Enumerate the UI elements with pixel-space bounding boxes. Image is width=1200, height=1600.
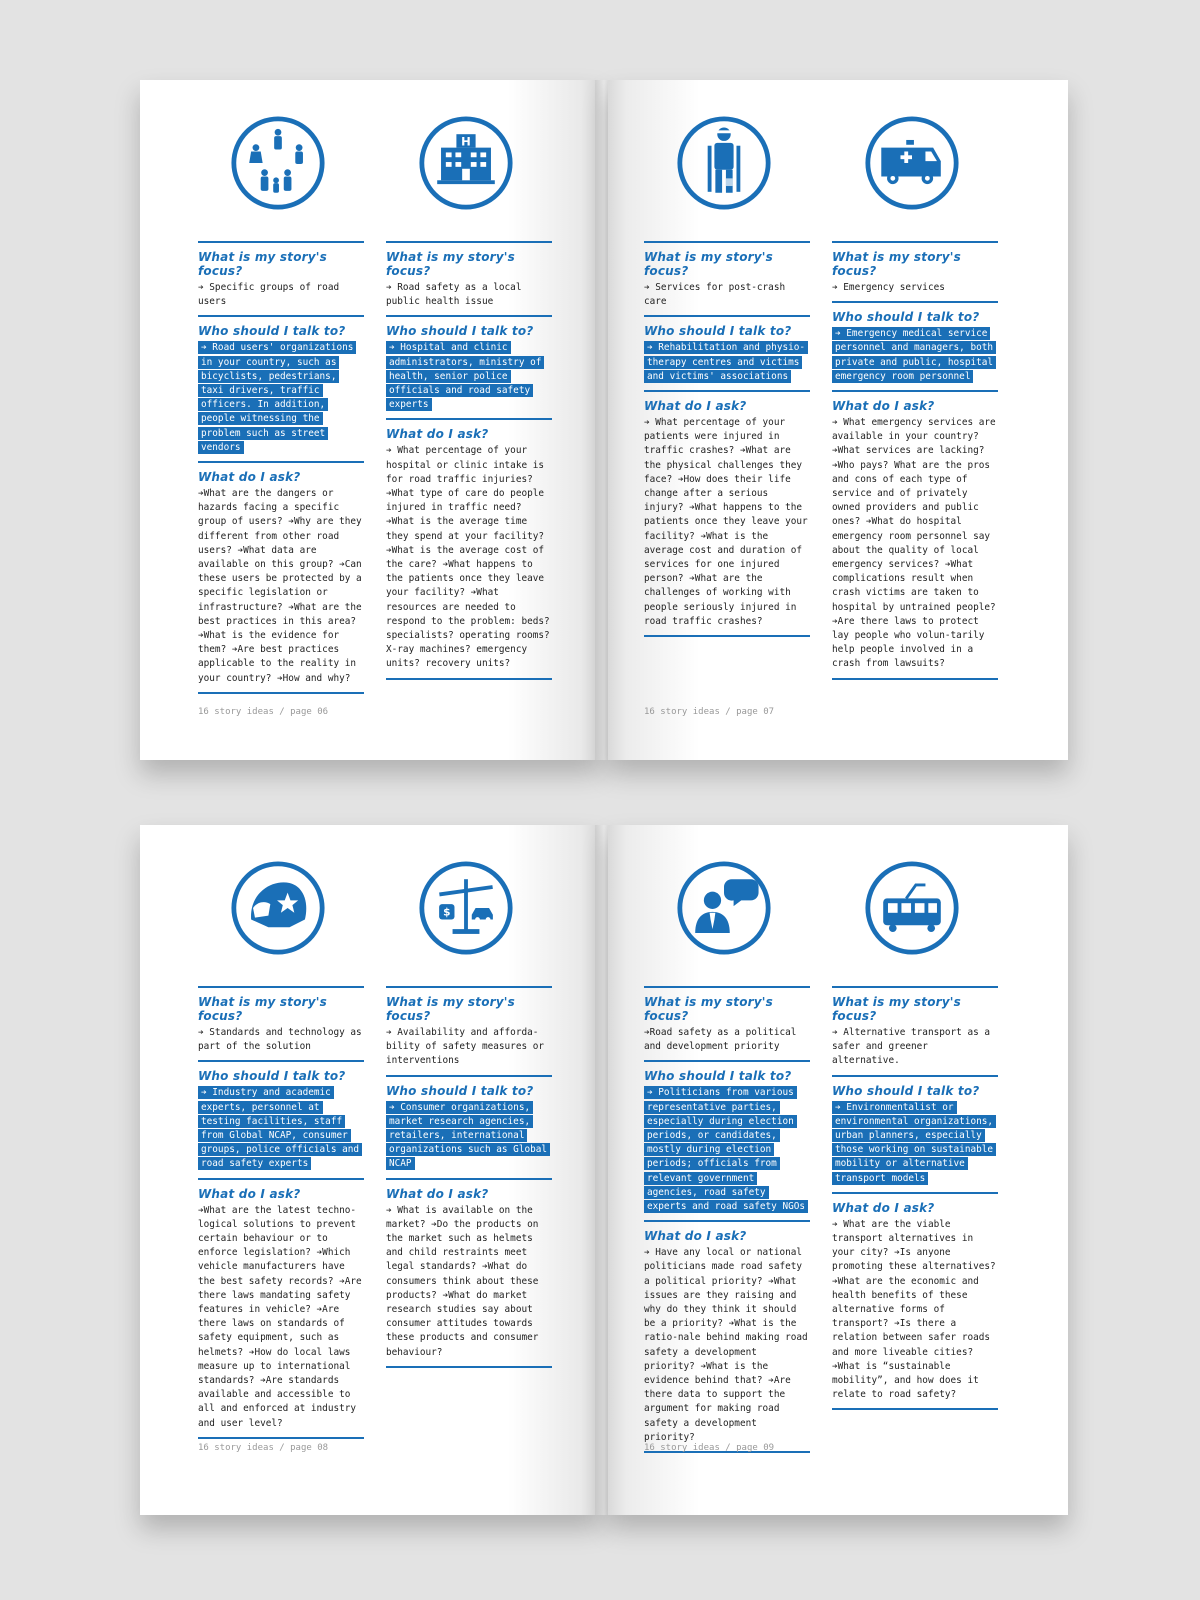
ask-text: ➔ Have any local or national politicians made road safety a political priority? ➔What issues are they raising and why do they think it should be a priority? ➔What is the ratio-nale behind making road safety a development priority? ➔What is the evidence behind that? ➔Are there data to support the argument for making road safety a development priority? <box>644 1247 808 1443</box>
focus-heading: What is my story's focus? <box>644 995 774 1023</box>
ask-heading: What do I ask? <box>198 470 301 485</box>
focus-text: ➔ Standards and technology as part of the solution <box>198 1027 362 1053</box>
ask-text: ➔ What is available on the market? ➔Do the products on the market such as helmets and child restraints meet legal standards? ➔What do consumers think about these products? ➔What do market research studies say about consumer attitudes towards these products and consumer behaviour? <box>386 1204 539 1358</box>
focus-text: ➔ Emergency services <box>832 282 945 293</box>
ask-text: ➔ What percentage of your patients were injured in traffic crashes? ➔What are the physical challenges they face? ➔How does their life change after a serious injury? ➔What happens to the patients once they leave your facility? ➔What is the average cost and duration of services for one injured person? ➔What are the challenges of working with people seriously injured in road traffic crashes? <box>644 417 808 627</box>
story-idea-1 <box>198 115 364 694</box>
story-idea-4 <box>832 115 998 680</box>
story-idea-2 <box>386 115 552 680</box>
focus-heading: What is my story's focus? <box>644 250 774 278</box>
talk-text: ➔ Emergency medical service personnel and managers, both private and public, hospital emergency room personnel <box>832 327 996 383</box>
injured-person-icon <box>676 115 772 211</box>
spread-pages-06-07 <box>140 80 1070 760</box>
page-footer: 16 story ideas / page 08 <box>198 1443 329 1453</box>
talk-heading: Who should I talk to? <box>386 324 534 339</box>
page-09 <box>608 825 1068 1515</box>
talk-heading: Who should I talk to? <box>198 324 346 339</box>
ask-text: ➔What are the dangers or hazards facing a specific group of users? ➔Why are they different from other road users? ➔What data are available on this group? ➔Can these users be protected by a specific legislation or infrastructure? ➔What are the best practices in this area? ➔What is the evidence for them? ➔Are best practices applicable to the reality in your country? ➔How and why? <box>198 488 362 684</box>
focus-text: ➔ Services for post-crash care <box>644 282 786 308</box>
ask-text: ➔ What are the viable transport alternatives in your city? ➔Is anyone promoting these alternatives? ➔What are the economic and health benefits of these alternative forms of transport? ➔Is there a relation between safer roads and more liveable cities? ➔What is “sustainable mobility”, and how does it relate to road safety? <box>832 1218 996 1401</box>
page-footer: 16 story ideas / page 09 <box>644 1443 775 1453</box>
focus-heading: What is my story's focus? <box>832 995 962 1023</box>
talk-text: ➔ Hospital and clinic administrators, ministry of health, senior police officials and road safety experts <box>386 341 544 411</box>
ask-heading: What do I ask? <box>644 1229 747 1244</box>
talk-text: ➔ Road users' organizations in your country, such as bicyclists, pedestrians, taxi drivers, traffic officers. In addition, people witnessing the problem such as street vendors <box>198 341 356 453</box>
ambulance-icon <box>864 115 960 211</box>
politician-speech-icon <box>676 860 772 956</box>
ask-heading: What do I ask? <box>832 399 935 414</box>
talk-heading: Who should I talk to? <box>644 324 792 339</box>
page-06 <box>140 80 600 760</box>
talk-heading: Who should I talk to? <box>832 310 980 325</box>
story-idea-8 <box>832 860 998 1410</box>
focus-heading: What is my story's focus? <box>198 995 328 1023</box>
page-07 <box>608 80 1068 760</box>
focus-text: ➔ Road safety as a local public health issue <box>386 282 522 308</box>
talk-heading: Who should I talk to? <box>386 1083 534 1098</box>
page-footer: 16 story ideas / page 06 <box>198 707 329 717</box>
focus-text: ➔ Specific groups of road users <box>198 282 340 308</box>
page-08 <box>140 825 600 1515</box>
people-groups-icon <box>230 115 326 211</box>
ask-text: ➔ What percentage of your hospital or clinic intake is for road traffic injuries? ➔What type of care do people injured in traffic need? ➔What is the average time they spend at your facility? ➔What is the average cost of the care? ➔What happens to the patients once they leave your facility? ➔What resources are needed to respond to the problem: beds? specialists? operating rooms? X-ray machines? emergency units? recovery units? <box>386 445 550 670</box>
svg-text:$: $ <box>443 906 451 919</box>
svg-text:H: H <box>461 134 471 149</box>
story-idea-6 <box>386 860 552 1368</box>
talk-heading: Who should I talk to? <box>198 1069 346 1084</box>
talk-text: ➔ Environmentalist or environmental organizations, urban planners, especially those working on sustainable mobility or alternative transport models <box>832 1101 996 1185</box>
hospital-icon <box>418 115 514 211</box>
talk-heading: Who should I talk to? <box>644 1069 792 1084</box>
talk-text: ➔ Consumer organizations, market research agencies, retailers, international organizations such as Global NCAP <box>386 1101 550 1171</box>
page-footer: 16 story ideas / page 07 <box>644 707 775 717</box>
balance-scale-icon <box>418 860 514 956</box>
focus-heading: What is my story's focus? <box>198 250 328 278</box>
spread-pages-08-09 <box>140 825 1070 1515</box>
ask-heading: What do I ask? <box>644 399 747 414</box>
ask-heading: What do I ask? <box>386 427 489 442</box>
tram-icon <box>864 860 960 956</box>
helmet-icon <box>230 860 326 956</box>
ask-text: ➔What are the latest techno-logical solutions to prevent certain behaviour or to enforce legislation? ➔Which vehicle manufacturers have the best safety records? ➔Are there laws mandating safety features in vehicle? ➔Are there laws on standards of safety equipment, such as helmets? ➔How do local laws measure up to international standards? ➔Are standards available and accessible to all and enforced at industry and user level? <box>198 1204 362 1429</box>
talk-text: ➔ Industry and academic experts, personnel at testing facilities, staff from Global NCAP, consumer groups, police officials and road safety experts <box>198 1086 362 1170</box>
focus-text: ➔ Availability and afforda-bility of safety measures or interventions <box>386 1027 545 1067</box>
talk-text: ➔ Rehabilitation and physio-therapy centres and victims and victims' associations <box>644 341 808 382</box>
ask-heading: What do I ask? <box>386 1186 489 1201</box>
story-idea-3 <box>644 115 810 637</box>
talk-heading: Who should I talk to? <box>832 1083 980 1098</box>
focus-text: ➔ Alternative transport as a safer and greener alternative. <box>832 1027 991 1067</box>
focus-text: ➔Road safety as a political and development priority <box>644 1027 797 1053</box>
focus-heading: What is my story's focus? <box>832 250 962 278</box>
story-idea-7 <box>644 860 810 1453</box>
story-idea-5 <box>198 860 364 1439</box>
focus-heading: What is my story's focus? <box>386 250 516 278</box>
ask-heading: What do I ask? <box>198 1186 301 1201</box>
ask-heading: What do I ask? <box>832 1200 935 1215</box>
talk-text: ➔ Politicians from various representative parties, especially during election periods, or candidates, mostly during election periods; officials from relevant government agencies, road safety experts and road safety NGOs <box>644 1086 808 1213</box>
ask-text: ➔ What emergency services are available in your country? ➔What services are lacking? ➔Who pays? What are the pros and cons of each type of service and of privately owned providers and public ones? ➔What do hospital emergency room personnel say about the quality of local emergency services? ➔What complications result when crash victims are taken to hospital by untrained people? ➔Are there laws to protect lay people who volun-tarily help people involved in a crash from lawsuits? <box>832 417 996 670</box>
focus-heading: What is my story's focus? <box>386 995 516 1023</box>
